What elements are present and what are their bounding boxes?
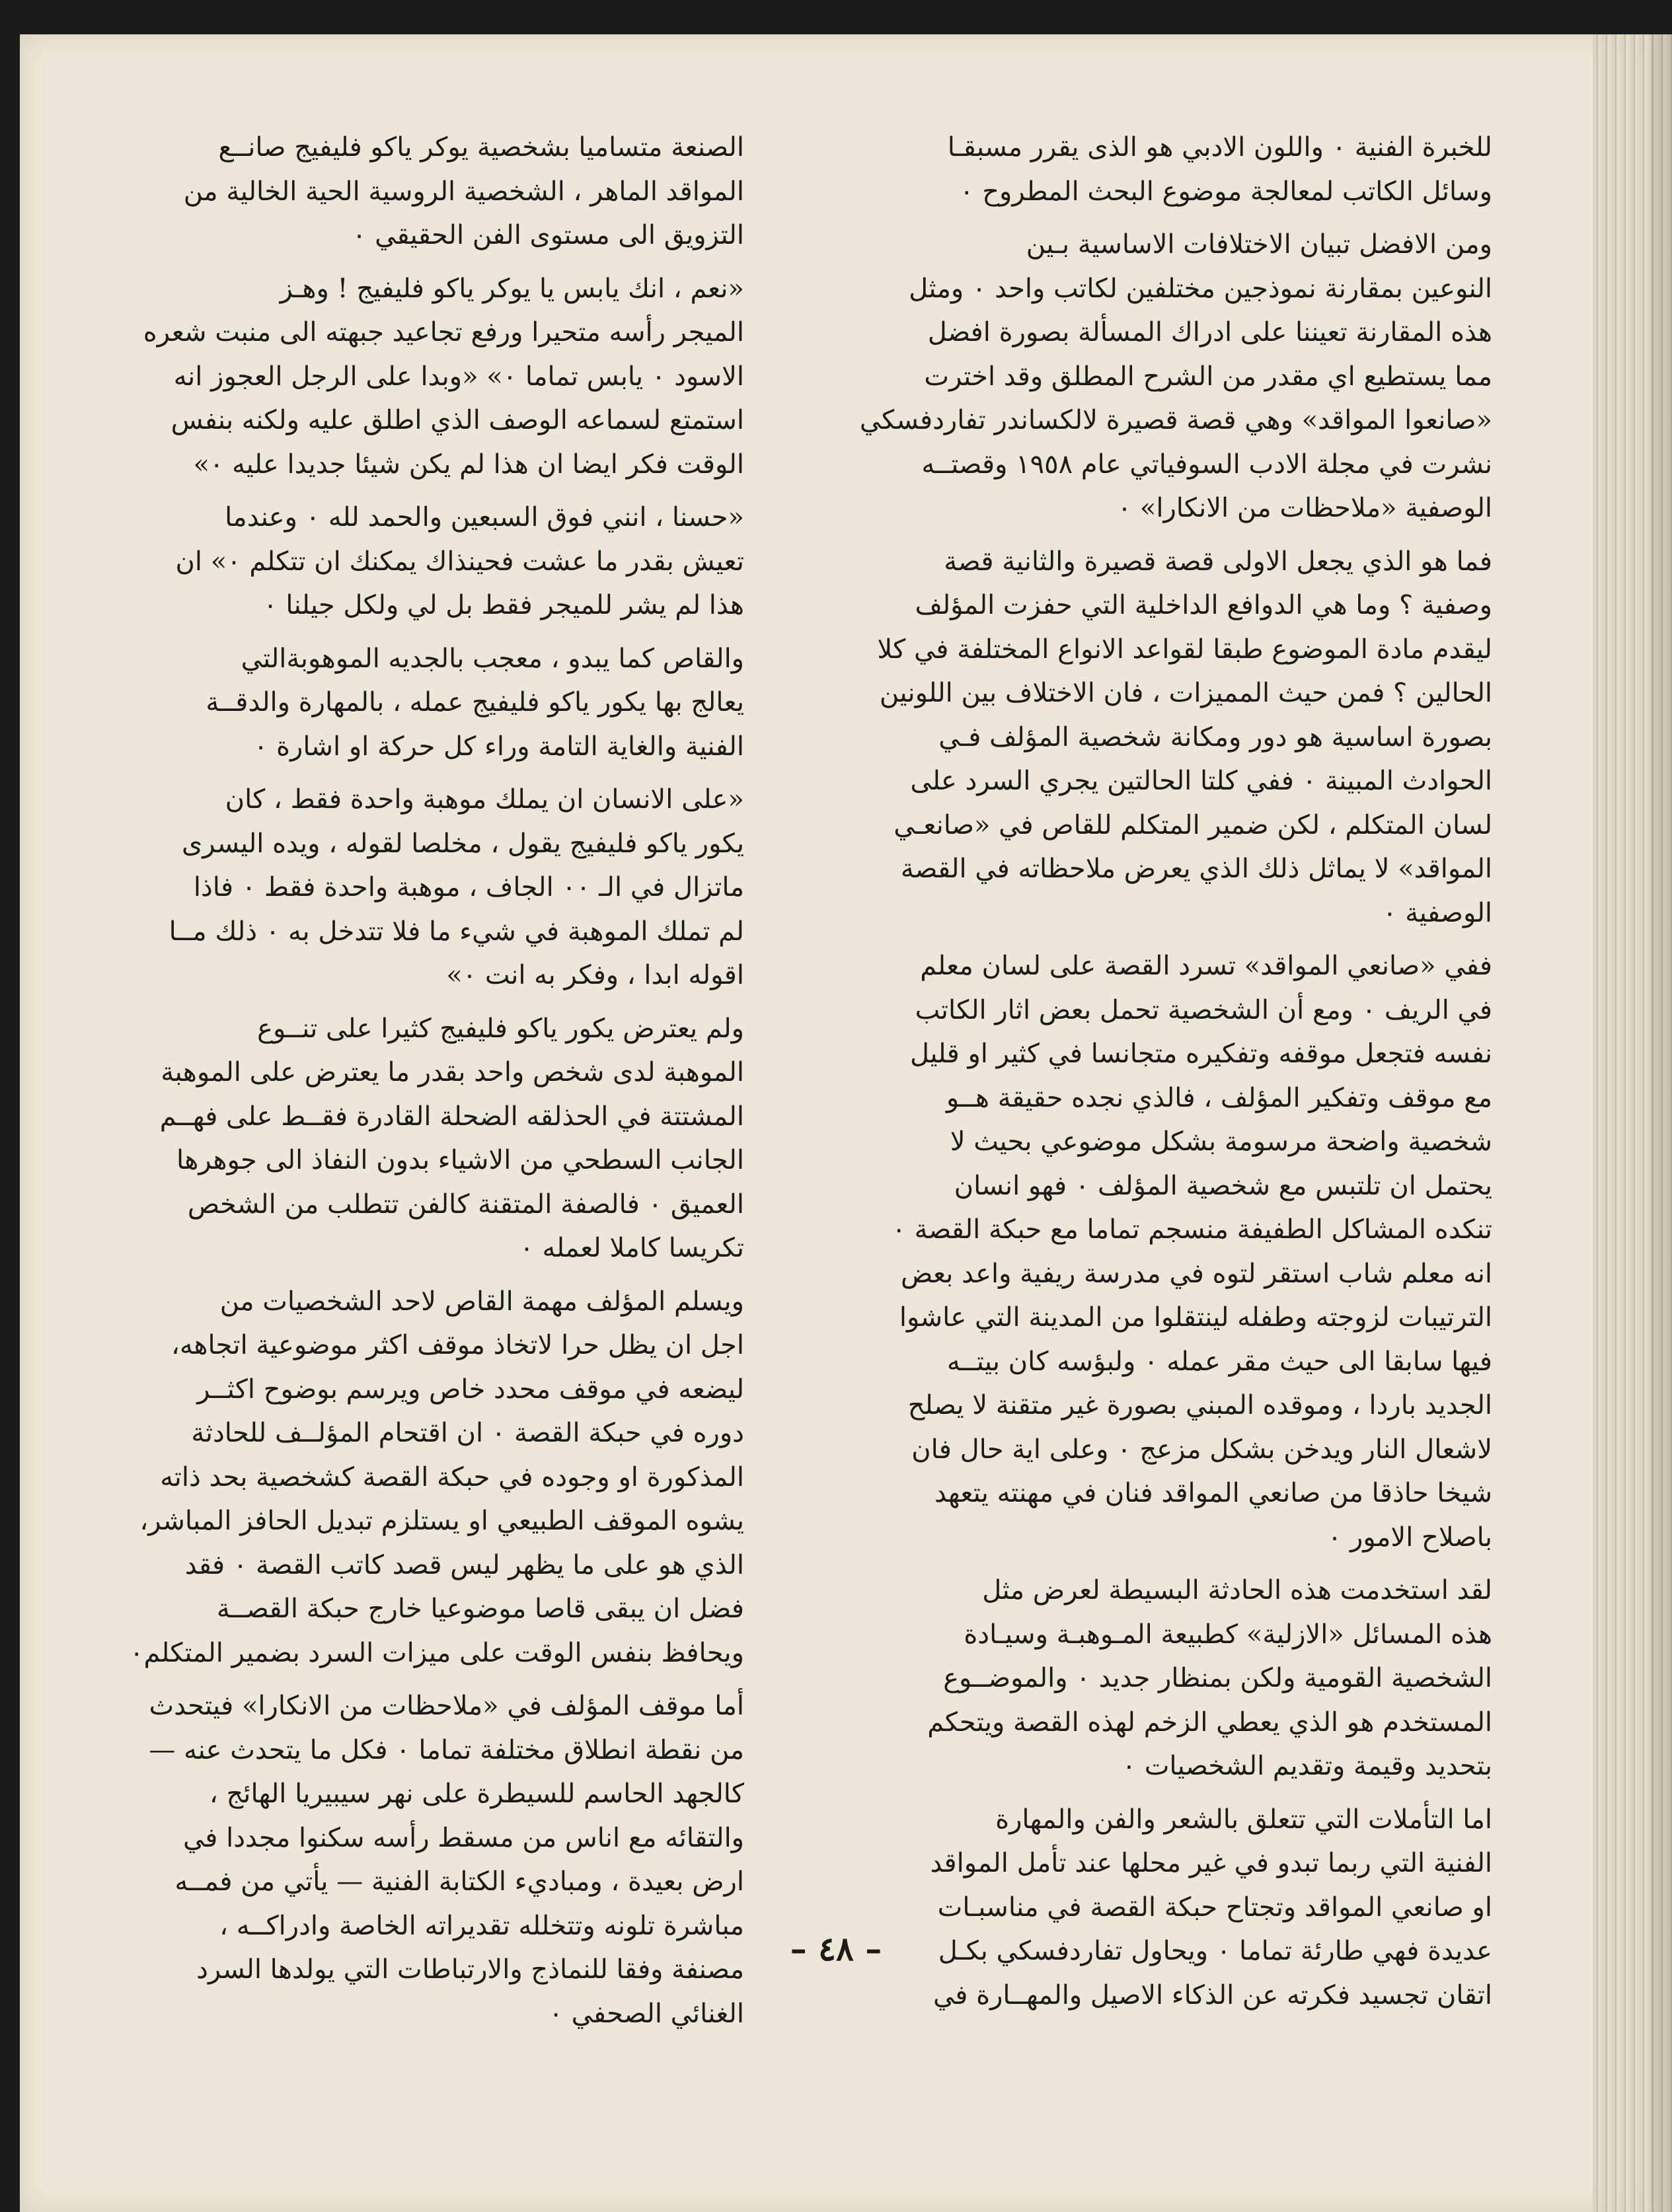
paragraph: فما هو الذي يجعل الاولى قصة قصيرة والثانية قصة وصفية ؟ وما هي الدوافع الداخلية التي حفزت المؤلف ليقدم مادة الموضوع طبقا لقواعد الانواع المختلفة في كلا الحالين ؟ فمن حيث المميزات ، فان الاختلاف بين اللونين بصورة اساسية هو دور ومكانة شخصية المؤلف فـي الحوادث المبينة ٠ ففي كلتا الحالتين يجري السرد على لسان المتكلم ، لكن ضمير المتكلم للقاص في «صانعـي المواقد» لا يماثل ذلك الذي يعرض ملاحظاته في القصة الوصفية ٠ [877, 546, 1492, 928]
paragraph: الصنعة متساميا بشخصية يوكر ياكو فليفيج صانــع المواقد الماهر ، الشخصية الروسية الحية الخالية من التزويق الى مستوى الفن الحقيقي ٠ [183, 132, 744, 250]
page-number: – ٤٨ – [790, 1929, 882, 1968]
paragraph: «نعم ، انك يابس يا يوكر ياكو فليفيج ! وهـز الميجر رأسه متحيرا ورفع تجاعيد جبهته الى منبت شعره الاسود ٠ يابس تماما ٠» «وبدا على الرجل العجوز انه استمتع لسماعه الوصف الذي اطلق عليه ولكنه بنفس الوقت فكر ايضا ان هذا لم يكن شيئا جديدا عليه ٠» [143, 273, 744, 480]
page-edge-stack [1593, 34, 1672, 2212]
paragraph: ولم يعترض يكور ياكو فليفيج كثيرا على تنــوع الموهبة لدى شخص واحد بقدر ما يعترض على الموهبة المشتتة في الحذلقه الضحلة القادرة فقــط على فهــم الجانب السطحي من الاشياء بدون النفاذ الى جوهرها العميق ٠ فالصفة المتقنة كالفن تتطلب من الشخص تكريسا كاملا لعمله ٠ [159, 1013, 744, 1263]
paragraph: للخبرة الفنية ٠ واللون الادبي هو الذى يقرر مسبقـا وسائل الكاتب لمعالجة موضوع البحث المطروح ٠ [947, 132, 1492, 207]
left-text-column [115, 126, 744, 2045]
paragraph: «على الانسان ان يملك موهبة واحدة فقط ، كان يكور ياكو فليفيج يقول ، مخلصا لقوله ، ويده اليسرى ماتزال في الـ ٠٠ الجاف ، موهبة واحدة فقط ٠ فاذا لم تملك الموهبة في شيء ما فلا تتدخل به ٠ ذلك مــا اقوله ابدا ، وفكر به انت ٠» [169, 784, 744, 990]
paragraph: ويسلم المؤلف مهمة القاص لاحد الشخصيات من اجل ان يظل حرا لاتخاذ موقف اكثر موضوعية اتجاهه، ليضعه في موقف محدد خاص ويرسم بوضوح اكثــر دوره في حبكة القصة ٠ ان اقتحام المؤلــف للحادثة المذكورة او وجوده في حبكة القصة كشخصية بحد ذاته يشوه الموقف الطبيعي او يستلزم تبديل الحافز المباشر، الذي هو على ما يظهر ليس قصد كاتب القصة ٠ فقد فضل ان يبقى قاصا موضوعيا خارج حبكة القصــة ويحافظ بنفس الوقت على ميزات السرد بضمير المتكلم٠ [129, 1286, 744, 1668]
paragraph: لقد استخدمت هذه الحادثة البسيطة لعرض مثل هذه المسائل «الازلية» كطبيعة المـوهبـة وسيـادة الشخصية القومية ولكن بمنظار جديد ٠ والموضــوع المستخدم هو الذي يعطي الزخم لهذه القصة ويتحكم بتحديد وقيمة وتقديم الشخصيات ٠ [927, 1575, 1492, 1781]
paragraph: اما التأملات التي تتعلق بالشعر والفن والمهارة الفنية التي ربما تبدو في غير محلها عند تأمل المواقد او صانعي المواقد وتجتاح حبكة القصة في مناسبـات عديدة فهي طارئة تماما ٠ ويحاول تفاردفسكي بكـل اتقان تجسيد فكرته عن الذكاء الاصيل والمهــارة في [930, 1804, 1492, 2010]
paragraph: والقاص كما يبدو ، معجب بالجديه الموهوبةالتي يعالج بها يكور ياكو فليفيج عمله ، بالمهارة والدقــة الفنية والغاية التامة وراء كل حركة او اشارة ٠ [206, 643, 744, 762]
paragraph: أما موقف المؤلف في «ملاحظات من الانكارا» فيتحدث من نقطة انطلاق مختلفة تماما ٠ فكل ما يتحدث عنه — كالجهد الحاسم للسيطرة على نهر سيبيريا الهائج ، والتقائه مع اناس من مسقط رأسه سكنوا مجددا في ارض بعيدة ، ومباديء الكتابة الفنية — يأتي من فمــه مباشرة تلونه وتتخلله تقديراته الخاصة وادراكــه ، مصنفة وفقا للنماذج والارتباطات التي يولدها السرد الغنائي الصحفي ٠ [149, 1691, 744, 2029]
paragraph: ومن الافضل تبيان الاختلافات الاساسية بـين النوعين بمقارنة نموذجين مختلفين لكاتب واحد ٠ ومثل هذه المقارنة تعيننا على ادراك المسألة بصورة افضل مما يستطيع اي مقدر من الشرح المطلق وقد اخترت «صانعوا المواقد» وهي قصة قصيرة لالكساندر تفاردفسكي نشرت في مجلة الادب السوفياتي عام ١٩٥٨ وقصتــه الوصفية «ملاحظات من الانكارا» ٠ [859, 229, 1492, 523]
paragraph: «حسنا ، انني فوق السبعين والحمد لله ٠ وعندما تعيش بقدر ما عشت فحينذاك يمكنك ان تتكلم ٠» ان هذا لم يشر للميجر فقط بل لي ولكل جيلنا ٠ [175, 502, 744, 620]
paragraph: ففي «صانعي المواقد» تسرد القصة على لسان معلم في الريف ٠ ومع أن الشخصية تحمل بعض اثار الكاتب نفسه فتجعل موقفه وتفكيره متجانسا في كثير او قليل مع موقف وتفكير المؤلف ، فالذي نجده حقيقة هــو شخصية واضحة مرسومة بشكل موضوعي بحيث لا يحتمل ان تلتبس مع شخصية المؤلف ٠ فهو انسان تنكده المشاكل الطفيفة منسجم تماما مع حبكة القصة ٠ انه معلم شاب استقر لتوه في مدرسة ريفية واعد بعض الترتيبات لزوجته وطفله لينتقلوا من المدينة التي عاشوا فيها سابقا الى حيث مقر عمله ٠ ولبؤسه كان بيتــه الجديد باردا ، وموقده المبني بصورة غير متقنة لا يصلح لاشعال النار ويدخن بشكل مزعج ٠ وعلى اية حال فان شيخا حاذقا من صانعي المواقد فنان في مهنته يتعهد باصلاح الامور ٠ [892, 951, 1492, 1553]
right-text-column [790, 126, 1492, 2026]
